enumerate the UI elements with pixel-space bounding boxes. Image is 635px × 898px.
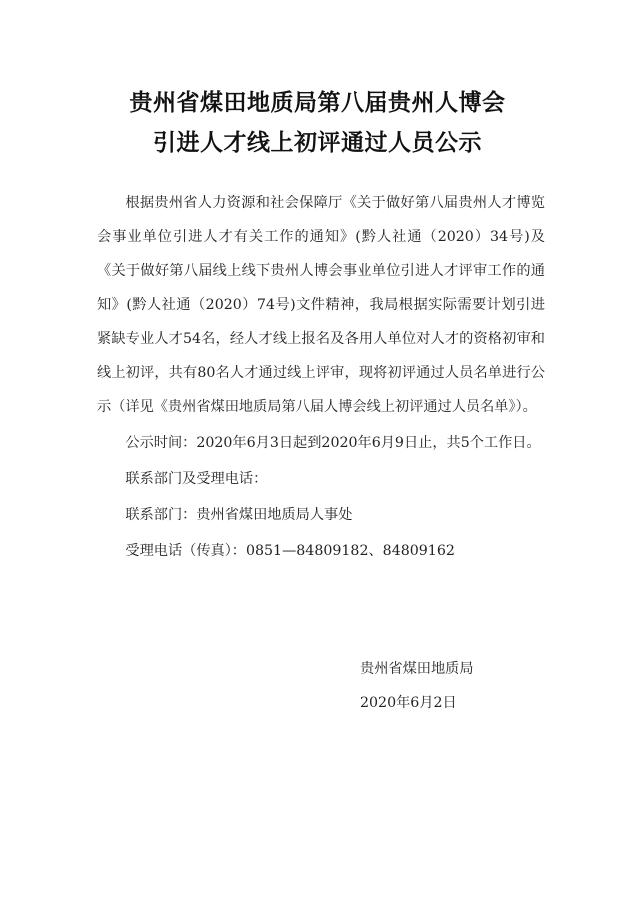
document-body bbox=[97, 186, 545, 568]
signature-block bbox=[360, 652, 474, 720]
document-title-line-1: 贵州省煤田地质局第八届贵州人博会 bbox=[129, 89, 506, 116]
paragraph-contact-department: 联系部门：贵州省煤田地质局人事处 bbox=[125, 507, 353, 523]
paragraph-contact-phone: 受理电话（传真）：0851—84809182、84809162 bbox=[125, 543, 455, 559]
paragraph-contact-heading: 联系部门及受理电话： bbox=[125, 471, 268, 487]
signature-organization: 贵州省煤田地质局 bbox=[360, 661, 474, 677]
paragraph-publicity-period: 公示时间：2020年6月3日起到2020年6月9日止，共5个工作日。 bbox=[125, 435, 541, 451]
signature-date: 2020年6月2日 bbox=[360, 695, 457, 711]
document-title-line-2: 引进人才线上初评通过人员公示 bbox=[153, 129, 482, 156]
paragraph-basis: 根据贵州省人力资源和社会保障厅《关于做好第八届贵州人才博览会事业单位引进人才有关工作的通知》(黔人社通（2020）34号)及《关于做好第八届线上线下贵州人博会事业单位引进人才评审工作的通知》(黔人社通（2020）74号)文件精神，我局根据实际需要计划引进紧缺专业人才54名，经人才线上报名及各用人单位对人才的资格初审和线上初评，共有80名人才通过线上评审，现将初评通过人员名单进行公示（详见《贵州省煤田地质局第八届人博会线上初评通过人员名单》）。 bbox=[97, 195, 545, 415]
